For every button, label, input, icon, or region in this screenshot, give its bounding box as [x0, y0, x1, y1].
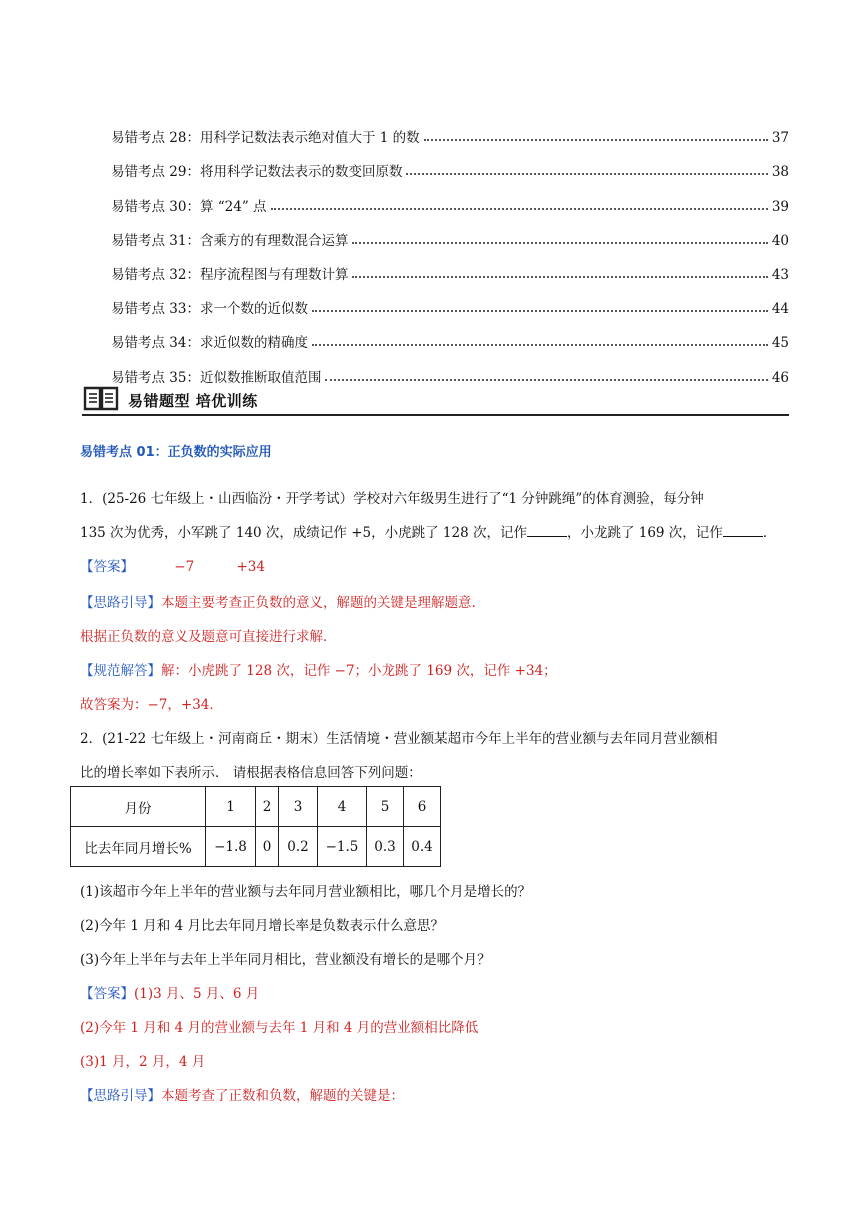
solution-tag: 【规范解答】: [80, 663, 161, 679]
toc-entry[interactable]: [111, 215, 789, 249]
toc-page-number: 37: [771, 130, 789, 147]
toc-label: 易错考点 29：将用科学记数法表示的数变回原数: [111, 164, 403, 181]
toc-page-number: 40: [771, 232, 789, 249]
toc-label: 易错考点 34：求近似数的精确度: [111, 335, 308, 352]
table-cell: 0.4: [404, 827, 441, 867]
toc-dot-leader: [312, 309, 768, 312]
toc-dot-leader: [406, 172, 767, 175]
toc-dot-leader: [325, 378, 767, 381]
q2-hint: [80, 1084, 404, 1104]
q1-text-c: ．: [762, 525, 777, 541]
table-of-contents: [111, 112, 789, 386]
q1-solution: [80, 659, 557, 679]
table-row: [71, 787, 441, 827]
q2-line-1: 2．(21-22 七年级上・河南商丘・期末）生活情境・营业额某超市今年上半年的营业额与去年同月营业额相: [80, 731, 718, 747]
table-header-cell: 月份: [71, 787, 206, 827]
q2-answer-1: [80, 982, 259, 1002]
answer-value: −7: [174, 559, 195, 575]
table-cell: 6: [404, 787, 441, 827]
q1-text-a: 135 次为优秀，小军跳了 140 次，成绩记作 +5，小虎跳了 128 次，记作: [80, 525, 527, 541]
q1-answer: [80, 555, 265, 575]
hint-text: 本题主要考查正负数的意义，解题的关键是理解题意．: [161, 595, 485, 611]
table-cell: −1.8: [206, 827, 256, 867]
q1-hint: [80, 591, 485, 611]
answer-text: (1)3 月、5 月、6 月: [134, 986, 260, 1002]
table-cell: 5: [367, 787, 404, 827]
answer-blank: [527, 524, 567, 537]
hint-tag: 【思路引导】: [80, 595, 161, 611]
toc-label: 易错考点 33：求一个数的近似数: [111, 301, 308, 318]
q1-hint-2: 根据正负数的意义及题意可直接进行求解．: [80, 629, 337, 645]
toc-entry[interactable]: [111, 180, 789, 214]
toc-page-number: 39: [771, 198, 789, 215]
toc-dot-leader: [352, 275, 767, 278]
solution-text: 解：小虎跳了 128 次，记作 −7；小龙跳了 169 次，记作 +34；: [161, 663, 557, 679]
toc-page-number: 43: [771, 266, 789, 283]
toc-label: 易错考点 31：含乘方的有理数混合运算: [111, 232, 349, 249]
toc-label: 易错考点 35：近似数推断取值范围: [111, 369, 322, 386]
q2-answer-3: (3)1 月，2 月，4 月: [80, 1054, 206, 1070]
toc-label: 易错考点 30：算 “24” 点: [111, 198, 267, 215]
q1-line-1: 1．(25-26 七年级上・山西临汾・开学考试）学校对六年级男生进行了“1 分钟跳绳”的体育测验，每分钟: [80, 491, 704, 507]
q2-sub-question-3: (3)今年上半年与去年上半年同月相比，营业额没有增长的是哪个月？: [80, 952, 491, 968]
answer-blank: [723, 524, 763, 537]
table-cell: 0.2: [279, 827, 318, 867]
q2-sub-question-2: (2)今年 1 月和 4 月比去年同月增长率是负数表示什么意思？: [80, 918, 444, 934]
toc-entry[interactable]: [111, 317, 789, 351]
q1-text-b: ，小龙跳了 169 次，记作: [566, 525, 723, 541]
answer-tag: 【答案】: [80, 986, 134, 1002]
table-cell: 1: [206, 787, 256, 827]
table-cell: 2: [256, 787, 279, 827]
toc-entry[interactable]: [111, 283, 789, 317]
table-cell: 0: [256, 827, 279, 867]
q2-sub-question-1: (1)该超市今年上半年的营业额与去年同月营业额相比，哪几个月是增长的？: [80, 884, 532, 900]
toc-dot-leader: [424, 138, 768, 141]
toc-entry[interactable]: [111, 351, 789, 385]
section-heading: 易错考点 01：正负数的实际应用: [80, 445, 272, 460]
toc-page-number: 46: [771, 369, 789, 386]
answer-tag: 【答案】: [80, 559, 134, 575]
toc-label: 易错考点 32：程序流程图与有理数计算: [111, 266, 349, 283]
q1-line-2: [80, 521, 776, 541]
toc-page-number: 38: [771, 164, 789, 181]
toc-dot-leader: [352, 241, 767, 244]
hint-tag: 【思路引导】: [80, 1088, 161, 1104]
toc-dot-leader: [312, 343, 768, 346]
section-banner: [82, 384, 789, 416]
toc-entry[interactable]: [111, 112, 789, 146]
table-header-cell: 比去年同月增长%: [71, 827, 206, 867]
toc-page-number: 45: [771, 335, 789, 352]
toc-entry[interactable]: [111, 146, 789, 180]
toc-page-number: 44: [771, 301, 789, 318]
growth-rate-table: [70, 786, 441, 867]
toc-label: 易错考点 28：用科学记数法表示绝对值大于 1 的数: [111, 130, 420, 147]
table-cell: 0.3: [367, 827, 404, 867]
book-icon: [82, 384, 120, 412]
toc-dot-leader: [271, 207, 768, 210]
q2-answer-2: (2)今年 1 月和 4 月的营业额与去年 1 月和 4 月的营业额相比降低: [80, 1020, 479, 1036]
banner-title: 易错题型 培优训练: [128, 392, 258, 410]
toc-entry[interactable]: [111, 249, 789, 283]
table-cell: 4: [318, 787, 367, 827]
q1-final-answer: 故答案为：−7，+34．: [80, 697, 223, 713]
answer-value: +34: [236, 559, 265, 575]
hint-text: 本题考查了正数和负数，解题的关键是：: [161, 1088, 404, 1104]
table-cell: 3: [279, 787, 318, 827]
table-row: [71, 827, 441, 867]
table-cell: −1.5: [318, 827, 367, 867]
q2-line-2: 比的增长率如下表所示． 请根据表格信息回答下列问题：: [80, 765, 422, 781]
